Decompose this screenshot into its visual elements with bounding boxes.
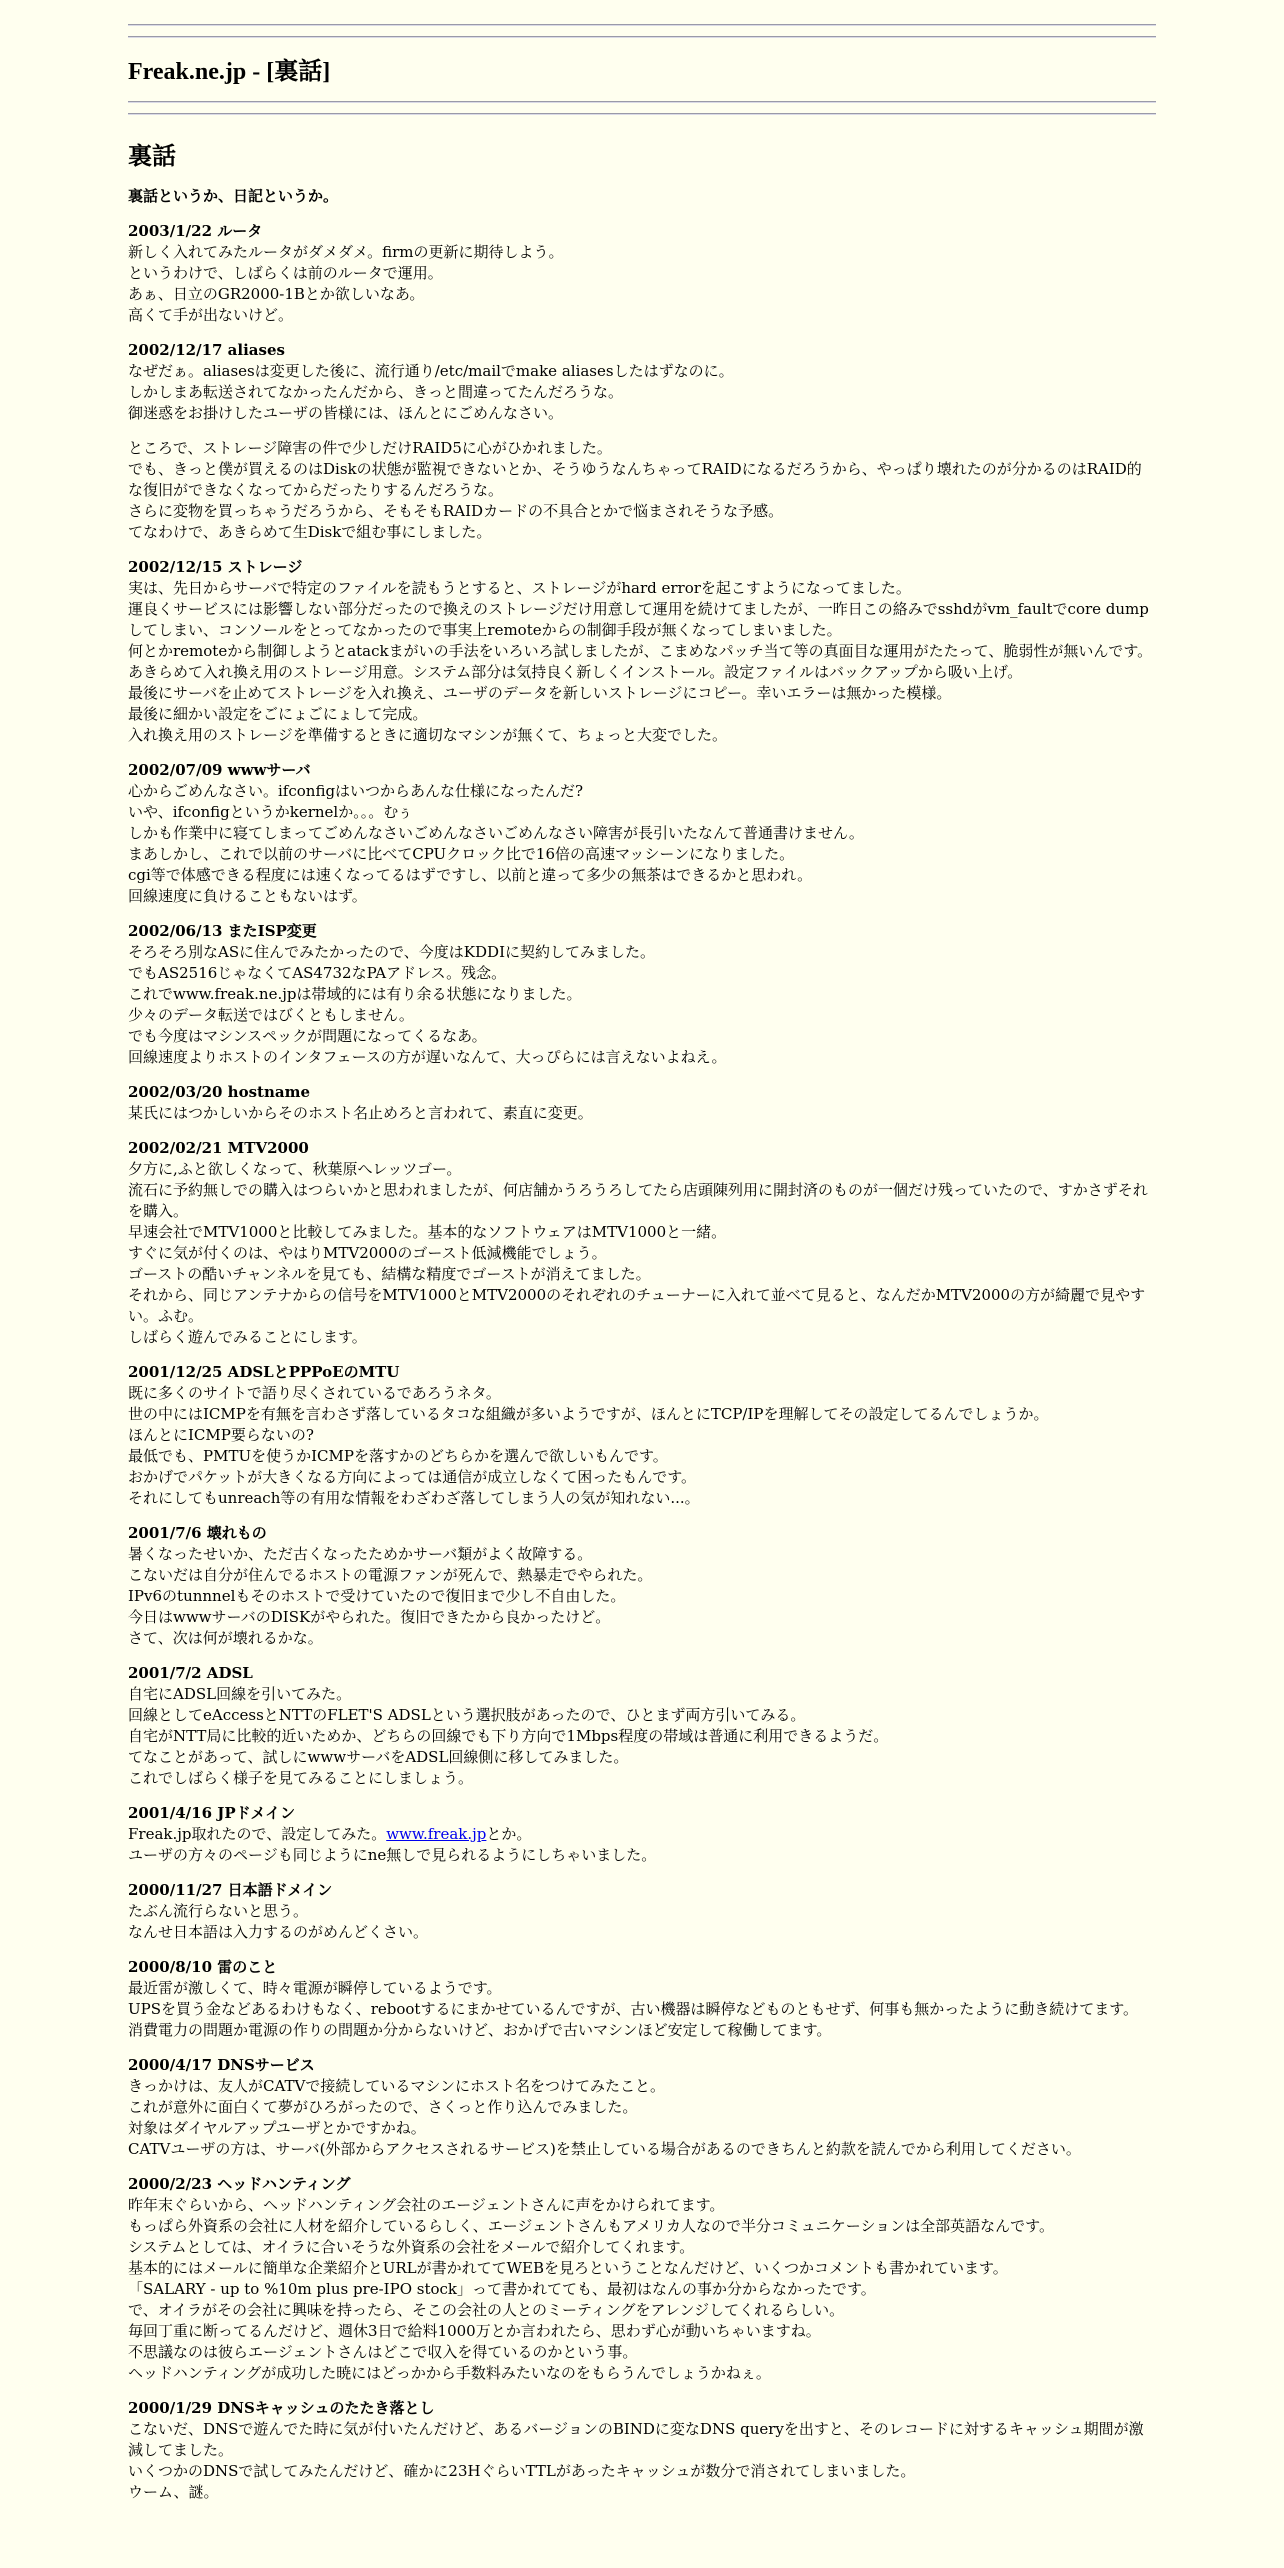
diary-entry	[128, 221, 1156, 326]
entry-line: これでwww.freak.ne.jpは帯域的には有り余る状態になりました。	[128, 985, 582, 1003]
entry-text: とか。	[486, 1825, 532, 1843]
entry-heading: 2000/11/27 日本語ドメイン	[128, 1881, 333, 1899]
diary-entry	[128, 1523, 1156, 1649]
entry-line: 夕方に,ふと欲しくなって、秋葉原へレッツゴー。	[128, 1160, 462, 1178]
entry-line: ヘッドハンティングが成功した暁にはどっかから手数料みたいなのをもらうんでしょうかねぇ。	[128, 2364, 771, 2382]
entry-line: 何とかremoteから制御しようとatackまがいの手法をいろいろ試しましたが、こまめなパッチ当て等の真面目な運用がたたって、脆弱性が無いんです。	[128, 642, 1153, 660]
entry-line: いや、ifconfigというかkernelか。。。むぅ	[128, 803, 413, 821]
entry-line: 自宅がNTT局に比較的近いためか、どちらの回線でも下り方向で1Mbps程度の帯域は普通に利用できるようだ。	[128, 1727, 889, 1745]
site-title: Freak.ne.jp - [裏話]	[128, 59, 331, 85]
entry-line: おかげでパケットが大きくなる方向によっては通信が成立しなくて困ったもんです。	[128, 1468, 697, 1486]
entry-heading: 2002/06/13 またISP変更	[128, 922, 317, 940]
entry-line: これでしばらく様子を見てみることにしましょう。	[128, 1769, 474, 1787]
entry-line: なぜだぁ。aliasesは変更した後に、流行通り/etc/mailでmake aliasesしたはずなのに。	[128, 362, 734, 380]
entry-text: Freak.jp取れたので、設定してみた。	[128, 1825, 387, 1843]
entry-line: まあしかし、これで以前のサーバに比べてCPUクロック比で16倍の高速マッシーンになりました。	[128, 845, 795, 863]
entry-heading: 2002/12/17 aliases	[128, 341, 285, 359]
entry-line: 流石に予約無しでの購入はつらいかと思われましたが、何店舗かうろうろしてたら店頭陳列用に開封済のものが一個だけ残っていたので、すかさずそれを購入。	[128, 1181, 1148, 1220]
entry-heading: 2001/4/16 JPドメイン	[128, 1804, 296, 1822]
entry-heading: 2002/07/09 wwwサーバ	[128, 761, 311, 779]
entry-line: 回線としてeAccessとNTTのFLET'S ADSLという選択肢があったので、ひとまず両方引いてみる。	[128, 1706, 806, 1724]
diary-entry	[128, 921, 1156, 1068]
entry-line: ウーム、謎。	[128, 2483, 219, 2501]
diary-entry	[128, 2174, 1156, 2384]
diary-entry	[128, 1362, 1156, 1509]
entry-line: 最近雷が激しくて、時々電源が瞬停しているようです。	[128, 1979, 502, 1997]
diary-entry	[128, 1957, 1156, 2041]
top-rule-2	[128, 36, 1156, 38]
diary-entry	[128, 1138, 1156, 1348]
entry-line: 運良くサービスには影響しない部分だったので換えのストレージだけ用意して運用を続けてましたが、一昨日この絡みでsshdがvm_faultでcore dumpしてしまい、コンソールをとってなかったので事実上remoteからの制御手段が無くなってしまいました。	[128, 600, 1149, 639]
paragraph-gap	[128, 424, 1156, 438]
entry-line: 御迷惑をお掛けしたユーザの皆様には、ほんとにごめんなさい。	[128, 404, 564, 422]
entry-heading: 2002/03/20 hostname	[128, 1083, 310, 1101]
entry-line: それから、同じアンテナからの信号をMTV1000とMTV2000のそれぞれのチューナーに入れて並べて見ると、なんだかMTV2000の方が綺麗で見やすい。ふむ。	[128, 1286, 1146, 1325]
entry-line: IPv6のtunnnelもそのホストで受けていたので復旧まで少し不自由した。	[128, 1587, 626, 1605]
diary-entry	[128, 1880, 1156, 1943]
diary-entry	[128, 557, 1156, 746]
entry-line: 実は、先日からサーバで特定のファイルを読もうとすると、ストレージがhard errorを起こすようになってました。	[128, 579, 911, 597]
entry-line: 高くて手が出ないけど。	[128, 306, 294, 324]
entry-line: てなことがあって、試しにwwwサーバをADSL回線側に移してみました。	[128, 1748, 629, 1766]
entry-line: 対象はダイヤルアップユーザとかですかね。	[128, 2119, 426, 2137]
entry-heading: 2001/7/6 壊れもの	[128, 1524, 267, 1542]
top-rule-1	[128, 24, 1156, 26]
entry-line: しばらく遊んでみることにします。	[128, 1328, 367, 1346]
entry-line: で、オイラがその会社に興味を持ったら、そこの会社の人とのミーティングをアレンジしてくれるらしい。	[128, 2301, 845, 2319]
entry-line: 消費電力の問題か電源の作りの問題か分からないけど、おかげで古いマシンほど安定して稼働してます。	[128, 2021, 832, 2039]
entry-line: 新しく入れてみたルータがダメダメ。firmの更新に期待しよう。	[128, 243, 564, 261]
entry-line: でも今度はマシンスペックが問題になってくるなあ。	[128, 1027, 487, 1045]
entry-line: ユーザの方々のページも同じようにne無しで見られるようにしちゃいました。	[128, 1846, 657, 1864]
entry-line: 自宅にADSL回線を引いてみた。	[128, 1685, 352, 1703]
entry-line: ところで、ストレージ障害の件で少しだけRAID5に心がひかれました。	[128, 439, 612, 457]
header-rule-1	[128, 101, 1156, 103]
entry-line: 最低でも、PMTUを使うかICMPを落すかのどちらかを選んで欲しいもんです。	[128, 1447, 668, 1465]
diary-entries	[128, 221, 1156, 2503]
entry-line: でもAS2516じゃなくてAS4732なPAアドレス。残念。	[128, 964, 507, 982]
entry-line: たぶん流行らないと思う。	[128, 1902, 309, 1920]
subtitle: 裏話というか、日記というか。	[128, 187, 339, 205]
diary-entry	[128, 1663, 1156, 1789]
diary-entry	[128, 2398, 1156, 2503]
entry-line: きっかけは、友人がCATVで接続しているマシンにホスト名をつけてみたこと。	[128, 2077, 665, 2095]
entry-line	[128, 1824, 1156, 1845]
entry-line: 回線速度よりホストのインタフェースの方が遅いなんて、大っぴらには言えないよねえ。	[128, 1048, 727, 1066]
entry-line: 某氏にはつかしいからそのホスト名止めろと言われて、素直に変更。	[128, 1104, 593, 1122]
entry-line: CATVユーザの方は、サーバ(外部からアクセスされるサービス)を禁止している場合があるのできちんと約款を読んでから利用してください。	[128, 2140, 1081, 2158]
entry-line: いくつかのDNSで試してみたんだけど、確かに23HぐらいTTLがあったキャッシュが数分で消されてしまいました。	[128, 2462, 916, 2480]
entry-line: 早速会社でMTV1000と比較してみました。基本的なソフトウェアはMTV1000と一緒。	[128, 1223, 727, 1241]
entry-heading: 2000/8/10 雷のこと	[128, 1958, 278, 1976]
entry-line: 少々のデータ転送ではびくともしません。	[128, 1006, 414, 1024]
entry-line: 暑くなったせいか、ただ古くなったためかサーバ類がよく故障する。	[128, 1545, 593, 1563]
entry-line: 昨年末ぐらいから、ヘッドハンティング会社のエージェントさんに声をかけられてます。	[128, 2196, 725, 2214]
entry-line: 不思議なのは彼らエージェントさんはどこで収入を得ているのかという事。	[128, 2343, 638, 2361]
entry-line: UPSを買う金などあるわけもなく、rebootするにまかせているんですが、古い機器は瞬停などものともせず、何事も無かったように動き続けてます。	[128, 2000, 1139, 2018]
entry-line: もっぱら外資系の会社に人材を紹介しているらしく、エージェントさんもアメリカ人なので半分コミュニケーションは全部英語なんです。	[128, 2217, 1054, 2235]
entry-line: システムとしては、オイラに合いそうな外資系の会社をメールで紹介してくれます。	[128, 2238, 695, 2256]
entry-line: あぁ、日立のGR2000-1Bとか欲しいなあ。	[128, 285, 425, 303]
entry-line: 既に多くのサイトで語り尽くされているであろうネタ。	[128, 1384, 501, 1402]
entry-line: こないだ、DNSで遊んでた時に気が付いたんだけど、あるバージョンのBINDに変なDNS queryを出すと、そのレコードに対するキャッシュ期間が激減してました。	[128, 2420, 1144, 2459]
entry-line: しかしまあ転送されてなかったんだから、きっと間違ってたんだろうな。	[128, 383, 624, 401]
entry-line: それにしてもunreach等の有用な情報をわざわざ落してしまう人の気が知れない...。	[128, 1489, 700, 1507]
header-rule-2	[128, 113, 1156, 115]
entry-heading: 2001/7/2 ADSL	[128, 1664, 253, 1682]
entry-heading: 2000/1/29 DNSキャッシュのたたき落とし	[128, 2399, 435, 2417]
entry-heading: 2000/4/17 DNSサービス	[128, 2056, 315, 2074]
entry-line: すぐに気が付くのは、やはりMTV2000のゴースト低減機能でしょう。	[128, 1244, 607, 1262]
entry-line: さて、次は何が壊れるかな。	[128, 1629, 323, 1647]
entry-line: しかも作業中に寝てしまってごめんなさいごめんなさいごめんなさい障害が長引いたなんて普通書けません。	[128, 824, 864, 842]
entry-line: 「SALARY - up to %10m plus pre-IPO stock」って書かれてても、最初はなんの事か分からなかったです。	[128, 2280, 876, 2298]
entry-line: なんせ日本語は入力するのがめんどくさい。	[128, 1923, 429, 1941]
entry-line: というわけで、しばらくは前のルータで運用。	[128, 264, 443, 282]
diary-entry	[128, 1082, 1156, 1124]
diary-entry	[128, 340, 1156, 543]
entry-line: さらに変物を買っちゃうだろうから、そもそもRAIDカードの不具合とかで悩まされそうな予感。	[128, 502, 784, 520]
entry-line: 毎回丁重に断ってるんだけど、週休3日で給料1000万とか言われたら、思わず心が動いちゃいますね。	[128, 2322, 821, 2340]
diary-entry	[128, 760, 1156, 907]
entry-line: cgi等で体感できる程度には速くなってるはずですし、以前と違って多少の無茶はできるかと思われ。	[128, 866, 813, 884]
entry-line: 最後に細かい設定をごにょごにょして完成。	[128, 705, 428, 723]
entry-line: ほんとにICMP要らないの?	[128, 1426, 314, 1444]
entry-line: こないだは自分が住んでるホストの電源ファンが死んで、熱暴走でやられた。	[128, 1566, 653, 1584]
entry-heading: 2002/12/15 ストレージ	[128, 558, 303, 576]
entry-line: 心からごめんなさい。ifconfigはいつからあんな仕様になったんだ?	[128, 782, 584, 800]
entry-line: 回線速度に負けることもないはず。	[128, 887, 367, 905]
diary-entry	[128, 1803, 1156, 1866]
entry-heading: 2001/12/25 ADSLとPPPoEのMTU	[128, 1363, 400, 1381]
entry-line: 最後にサーバを止めてストレージを入れ換え、ユーザのデータを新しいストレージにコピー。幸いエラーは無かった模様。	[128, 684, 952, 702]
diary-entry	[128, 2055, 1156, 2160]
page	[128, 0, 1156, 2503]
entry-line: これが意外に面白くて夢がひろがったので、さくっと作り込んでみました。	[128, 2098, 638, 2116]
entry-line: てなわけで、あきらめて生Diskで組む事にしました。	[128, 523, 492, 541]
entry-heading: 2002/02/21 MTV2000	[128, 1139, 309, 1157]
entry-heading: 2003/1/22 ルータ	[128, 222, 263, 240]
entry-line: 世の中にはICMPを有無を言わさず落しているタコな組織が多いようですが、ほんとにTCP/IPを理解してその設定してるんでしょうか。	[128, 1405, 1049, 1423]
entry-line: そろそろ別なASに住んでみたかったので、今度はKDDIに契約してみました。	[128, 943, 655, 961]
entry-line: 基本的にはメールに簡単な企業紹介とURLが書かれててWEBを見ろということなんだけど、いくつかコメントも書かれています。	[128, 2259, 1008, 2277]
entry-heading: 2000/2/23 ヘッドハンティング	[128, 2175, 351, 2193]
entry-line: 入れ換え用のストレージを準備するときに適切なマシンが無くて、ちょっと大変でした。	[128, 726, 728, 744]
entry-line: でも、きっと僕が買えるのはDiskの状態が監視できないとか、そうゆうなんちゃってRAIDになるだろうから、やっぱり壊れたのが分かるのはRAID的な復旧ができなくなってからだったりするんだろうな。	[128, 460, 1142, 499]
www-freak-jp-link[interactable]: www.freak.jp	[386, 1825, 487, 1843]
entry-line: 今日はwwwサーバのDISKがやられた。復旧できたから良かったけど。	[128, 1608, 611, 1626]
entry-line: ゴーストの酷いチャンネルを見ても、結構な精度でゴーストが消えてました。	[128, 1265, 651, 1283]
section-title: 裏話	[128, 144, 176, 170]
entry-line: あきらめて入れ換え用のストレージ用意。システム部分は気持良く新しくインストール。設定ファイルはバックアップから吸い上げ。	[128, 663, 1023, 681]
